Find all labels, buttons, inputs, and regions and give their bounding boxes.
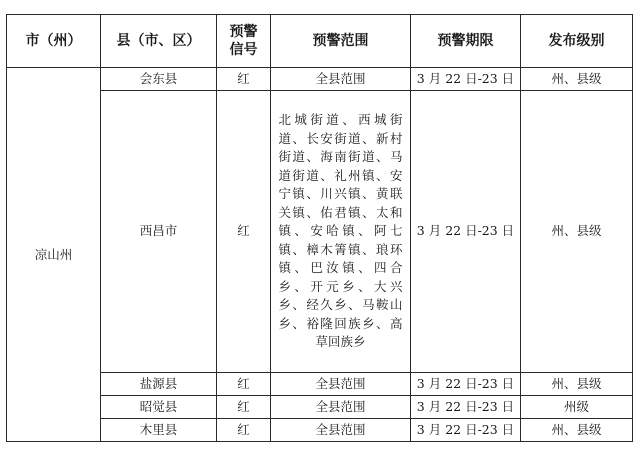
signal-cell: 红 bbox=[217, 68, 271, 91]
level-cell: 州、县级 bbox=[521, 418, 633, 441]
county-cell: 木里县 bbox=[101, 418, 217, 441]
warning-table bbox=[6, 14, 633, 442]
signal-cell: 红 bbox=[217, 418, 271, 441]
scope-cell: 全县范围 bbox=[271, 372, 411, 395]
header-period: 预警期限 bbox=[411, 15, 521, 68]
county-cell: 西昌市 bbox=[101, 91, 217, 373]
table-row bbox=[7, 395, 633, 418]
level-cell: 州、县级 bbox=[521, 68, 633, 91]
table-row bbox=[7, 418, 633, 441]
county-cell: 会东县 bbox=[101, 68, 217, 91]
warning-document bbox=[6, 14, 632, 442]
header-signal-label: 预警信号 bbox=[229, 24, 258, 58]
table-row bbox=[7, 372, 633, 395]
county-cell: 盐源县 bbox=[101, 372, 217, 395]
period-cell: 3 月 22 日-23 日 bbox=[411, 372, 521, 395]
level-cell: 州、县级 bbox=[521, 372, 633, 395]
period-cell: 3 月 22 日-23 日 bbox=[411, 395, 521, 418]
scope-cell bbox=[271, 91, 411, 373]
table-row bbox=[7, 91, 633, 373]
period-cell: 3 月 22 日-23 日 bbox=[411, 418, 521, 441]
header-level: 发布级别 bbox=[521, 15, 633, 68]
level-cell: 州级 bbox=[521, 395, 633, 418]
level-cell: 州、县级 bbox=[521, 91, 633, 373]
scope-cell: 全县范围 bbox=[271, 395, 411, 418]
signal-cell: 红 bbox=[217, 372, 271, 395]
scope-cell: 全县范围 bbox=[271, 418, 411, 441]
period-cell: 3 月 22 日-23 日 bbox=[411, 91, 521, 373]
county-cell: 昭觉县 bbox=[101, 395, 217, 418]
header-city: 市（州） bbox=[7, 15, 101, 68]
signal-cell: 红 bbox=[217, 91, 271, 373]
city-cell: 凉山州 bbox=[7, 68, 101, 442]
header-scope: 预警范围 bbox=[271, 15, 411, 68]
header-row bbox=[7, 15, 633, 68]
header-county: 县（市、区） bbox=[101, 15, 217, 68]
header-signal bbox=[217, 15, 271, 68]
table-row bbox=[7, 68, 633, 91]
scope-cell: 全县范围 bbox=[271, 68, 411, 91]
period-cell: 3 月 22 日-23 日 bbox=[411, 68, 521, 91]
scope-list: 北城街道、西城街道、长安街道、新村街道、海南街道、马道街道、礼州镇、安宁镇、川兴镇、黄联关镇、佑君镇、太和镇、安哈镇、阿七镇、樟木箐镇、琅环镇、巴汝镇、四合乡、开元乡、大兴乡、经久乡、马鞍山乡、裕隆回族乡、高草回族乡 bbox=[278, 112, 403, 350]
signal-cell: 红 bbox=[217, 395, 271, 418]
